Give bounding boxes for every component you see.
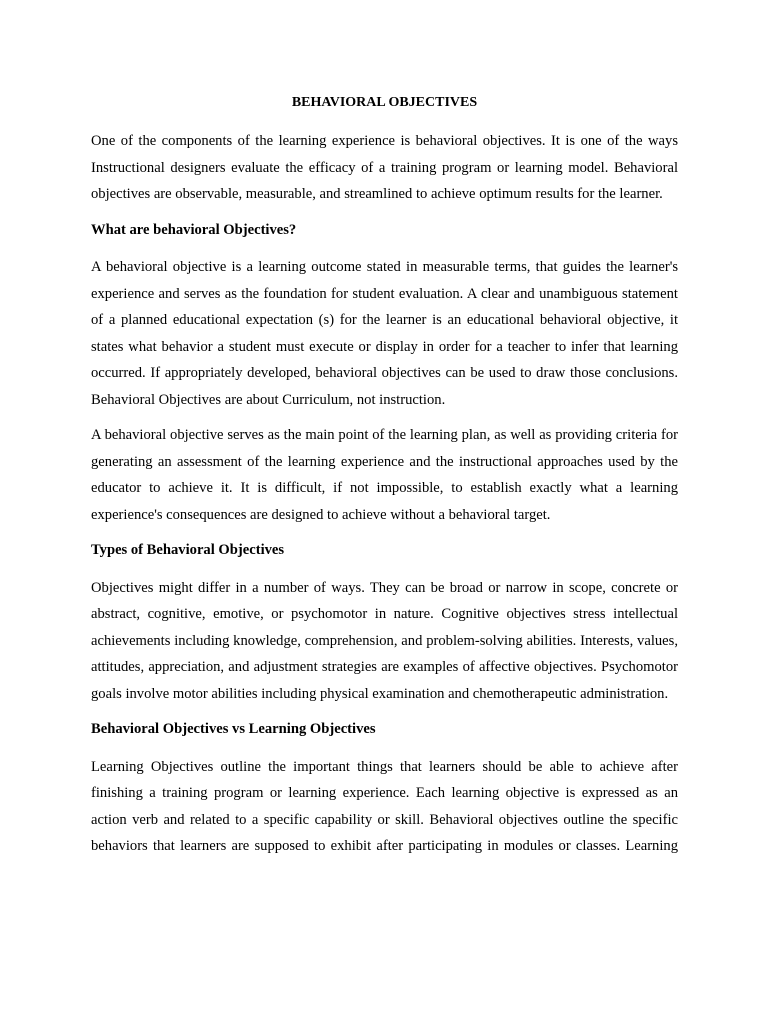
paragraph-types: Objectives might differ in a number of ways. They can be broad or narrow in scope, concrete or abstract, cognitive, emotive, or psychomotor in nature. Cognitive objectives stress intellectual achievements including knowledge, comprehension, and problem-solving abilities. Interests, values, attitudes, appreciation, and adjustment strategies are examples of affective objectives. Psychomotor goals involve motor abilities including physical examination and chemotherapeutic administration. <box>91 579 678 702</box>
document-title: BEHAVIORAL OBJECTIVES <box>291 95 478 110</box>
section-heading-types: Types of Behavioral Objectives <box>91 542 285 558</box>
section-heading-what-are: What are behavioral Objectives? <box>91 221 297 238</box>
intro-paragraph: One of the components of the learning experience is behavioral objectives. It is one of the ways Instructional designers evaluate the efficacy of a training program or learning model. Behavioral objectives are observable, measurable, and streamlined to achieve optimum results for the learner. <box>91 133 678 202</box>
document-page <box>91 92 678 869</box>
paragraph-definition: A behavioral objective is a learning outcome stated in measurable terms, that guides the learner's experience and serves as the foundation for student evaluation. A clear and unambiguous statement of a planned educational expectation (s) for the learner is an educational behavioral objective, it states what behavior a student must execute or display in order for a teacher to infer that learning occurred. If appropriately developed, behavioral objectives can be used to draw those conclusions. Behavioral Objectives are about Curriculum, not instruction. <box>91 259 678 408</box>
paragraph-vs: Learning Objectives outline the important things that learners should be able to achieve after finishing a training program or learning experience. Each learning objective is expressed as an action verb and related to a specific capability or skill. Behavioral objectives outline the specific behaviors that learners are supposed to exhibit after participating in modules or classes. Learning <box>91 758 678 854</box>
section-heading-vs: Behavioral Objectives vs Learning Objectives <box>91 721 376 737</box>
paragraph-main-point: A behavioral objective serves as the main point of the learning plan, as well as providing criteria for generating an assessment of the learning experience and the instructional approaches used by the educator to achieve it. It is difficult, if not impossible, to establish exactly what a learning experience's consequences are designed to achieve without a behavioral target. <box>91 427 678 523</box>
